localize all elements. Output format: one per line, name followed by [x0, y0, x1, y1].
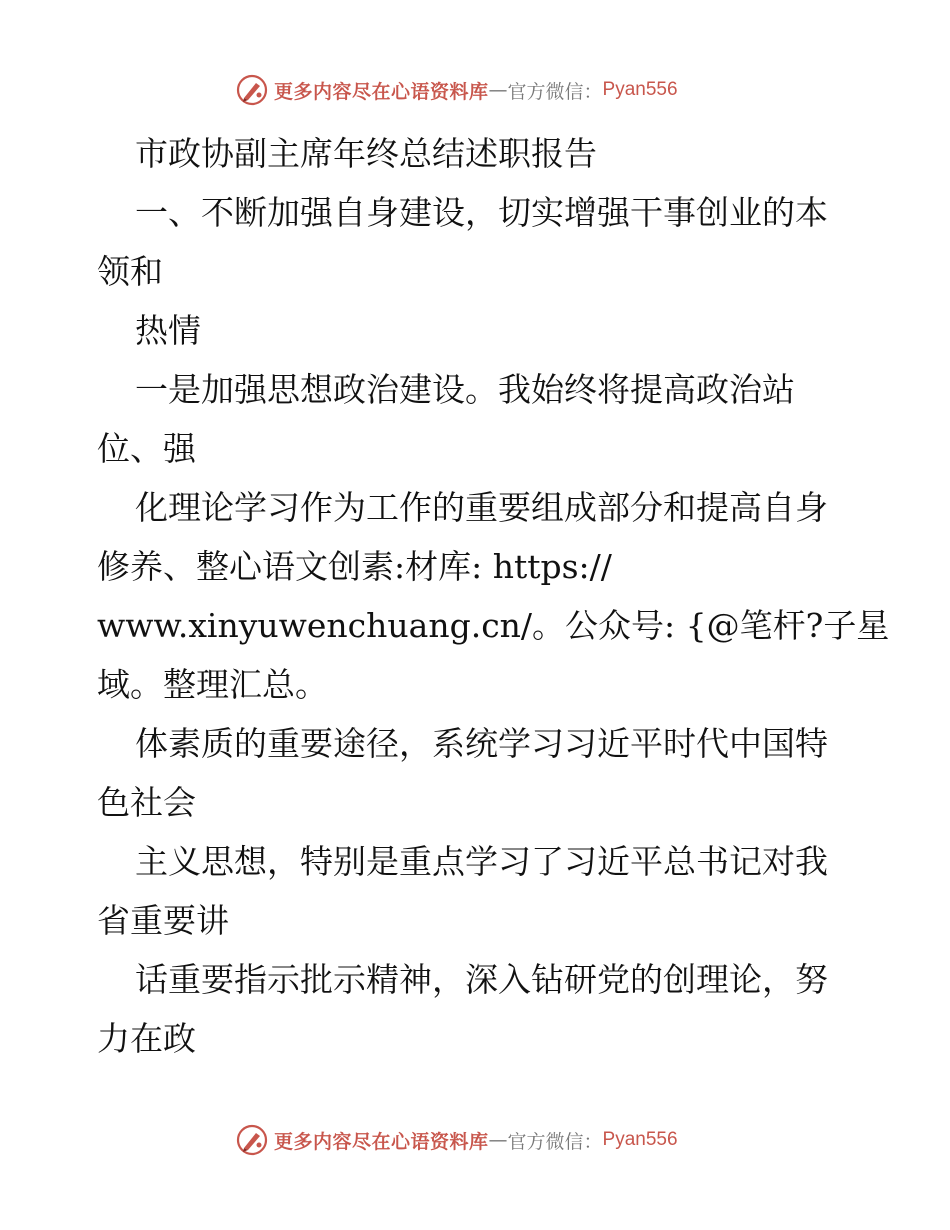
banner-text: 更多内容尽在心语资料库 — [274, 1130, 489, 1153]
text-line: 话重要指示批示精神，深入钻研党的创理论，努 — [135, 960, 828, 999]
document-body — [97, 124, 890, 1068]
text-line: 体素质的重要途径，系统学习习近平时代中国特 — [135, 724, 828, 763]
text-line: 域。整理汇总。 — [97, 665, 328, 704]
document-title: 市政协副主席年终总结述职报告 — [135, 134, 597, 173]
banner-label: 官方微信： — [507, 80, 603, 103]
pen-logo-icon — [236, 1124, 268, 1156]
text-line: 热情 — [135, 311, 201, 350]
text-line: www.xinyuwenchuang.cn/。公众号: {@笔杆?子星 — [97, 606, 890, 645]
banner-text: 更多内容尽在心语资料库 — [274, 80, 489, 103]
footer-banner[interactable] — [236, 1123, 716, 1157]
banner-dash: — — [488, 79, 508, 101]
banner-wechat-id: Pyan556 — [602, 79, 678, 100]
text-line: 一是加强思想政治建设。我始终将提高政治站 — [135, 370, 795, 409]
text-line: 省重要讲 — [97, 901, 229, 940]
text-line: 化理论学习作为工作的重要组成部分和提高自身 — [135, 488, 828, 527]
text-line: 色社会 — [97, 783, 196, 822]
header-banner[interactable] — [236, 73, 716, 107]
text-line: 领和 — [97, 252, 163, 291]
banner-label: 官方微信： — [507, 1130, 603, 1153]
text-line: 一、不断加强自身建设，切实增强干事创业的本 — [135, 193, 828, 232]
banner-dash: — — [488, 1129, 508, 1151]
text-line: 修养、整心语文创素:材库: https:// — [97, 547, 612, 586]
text-line: 主义思想，特别是重点学习了习近平总书记对我 — [135, 842, 828, 881]
text-line: 力在政 — [97, 1019, 196, 1058]
pen-logo-icon — [236, 74, 268, 106]
text-line: 位、强 — [97, 429, 196, 468]
banner-wechat-id: Pyan556 — [602, 1129, 678, 1150]
